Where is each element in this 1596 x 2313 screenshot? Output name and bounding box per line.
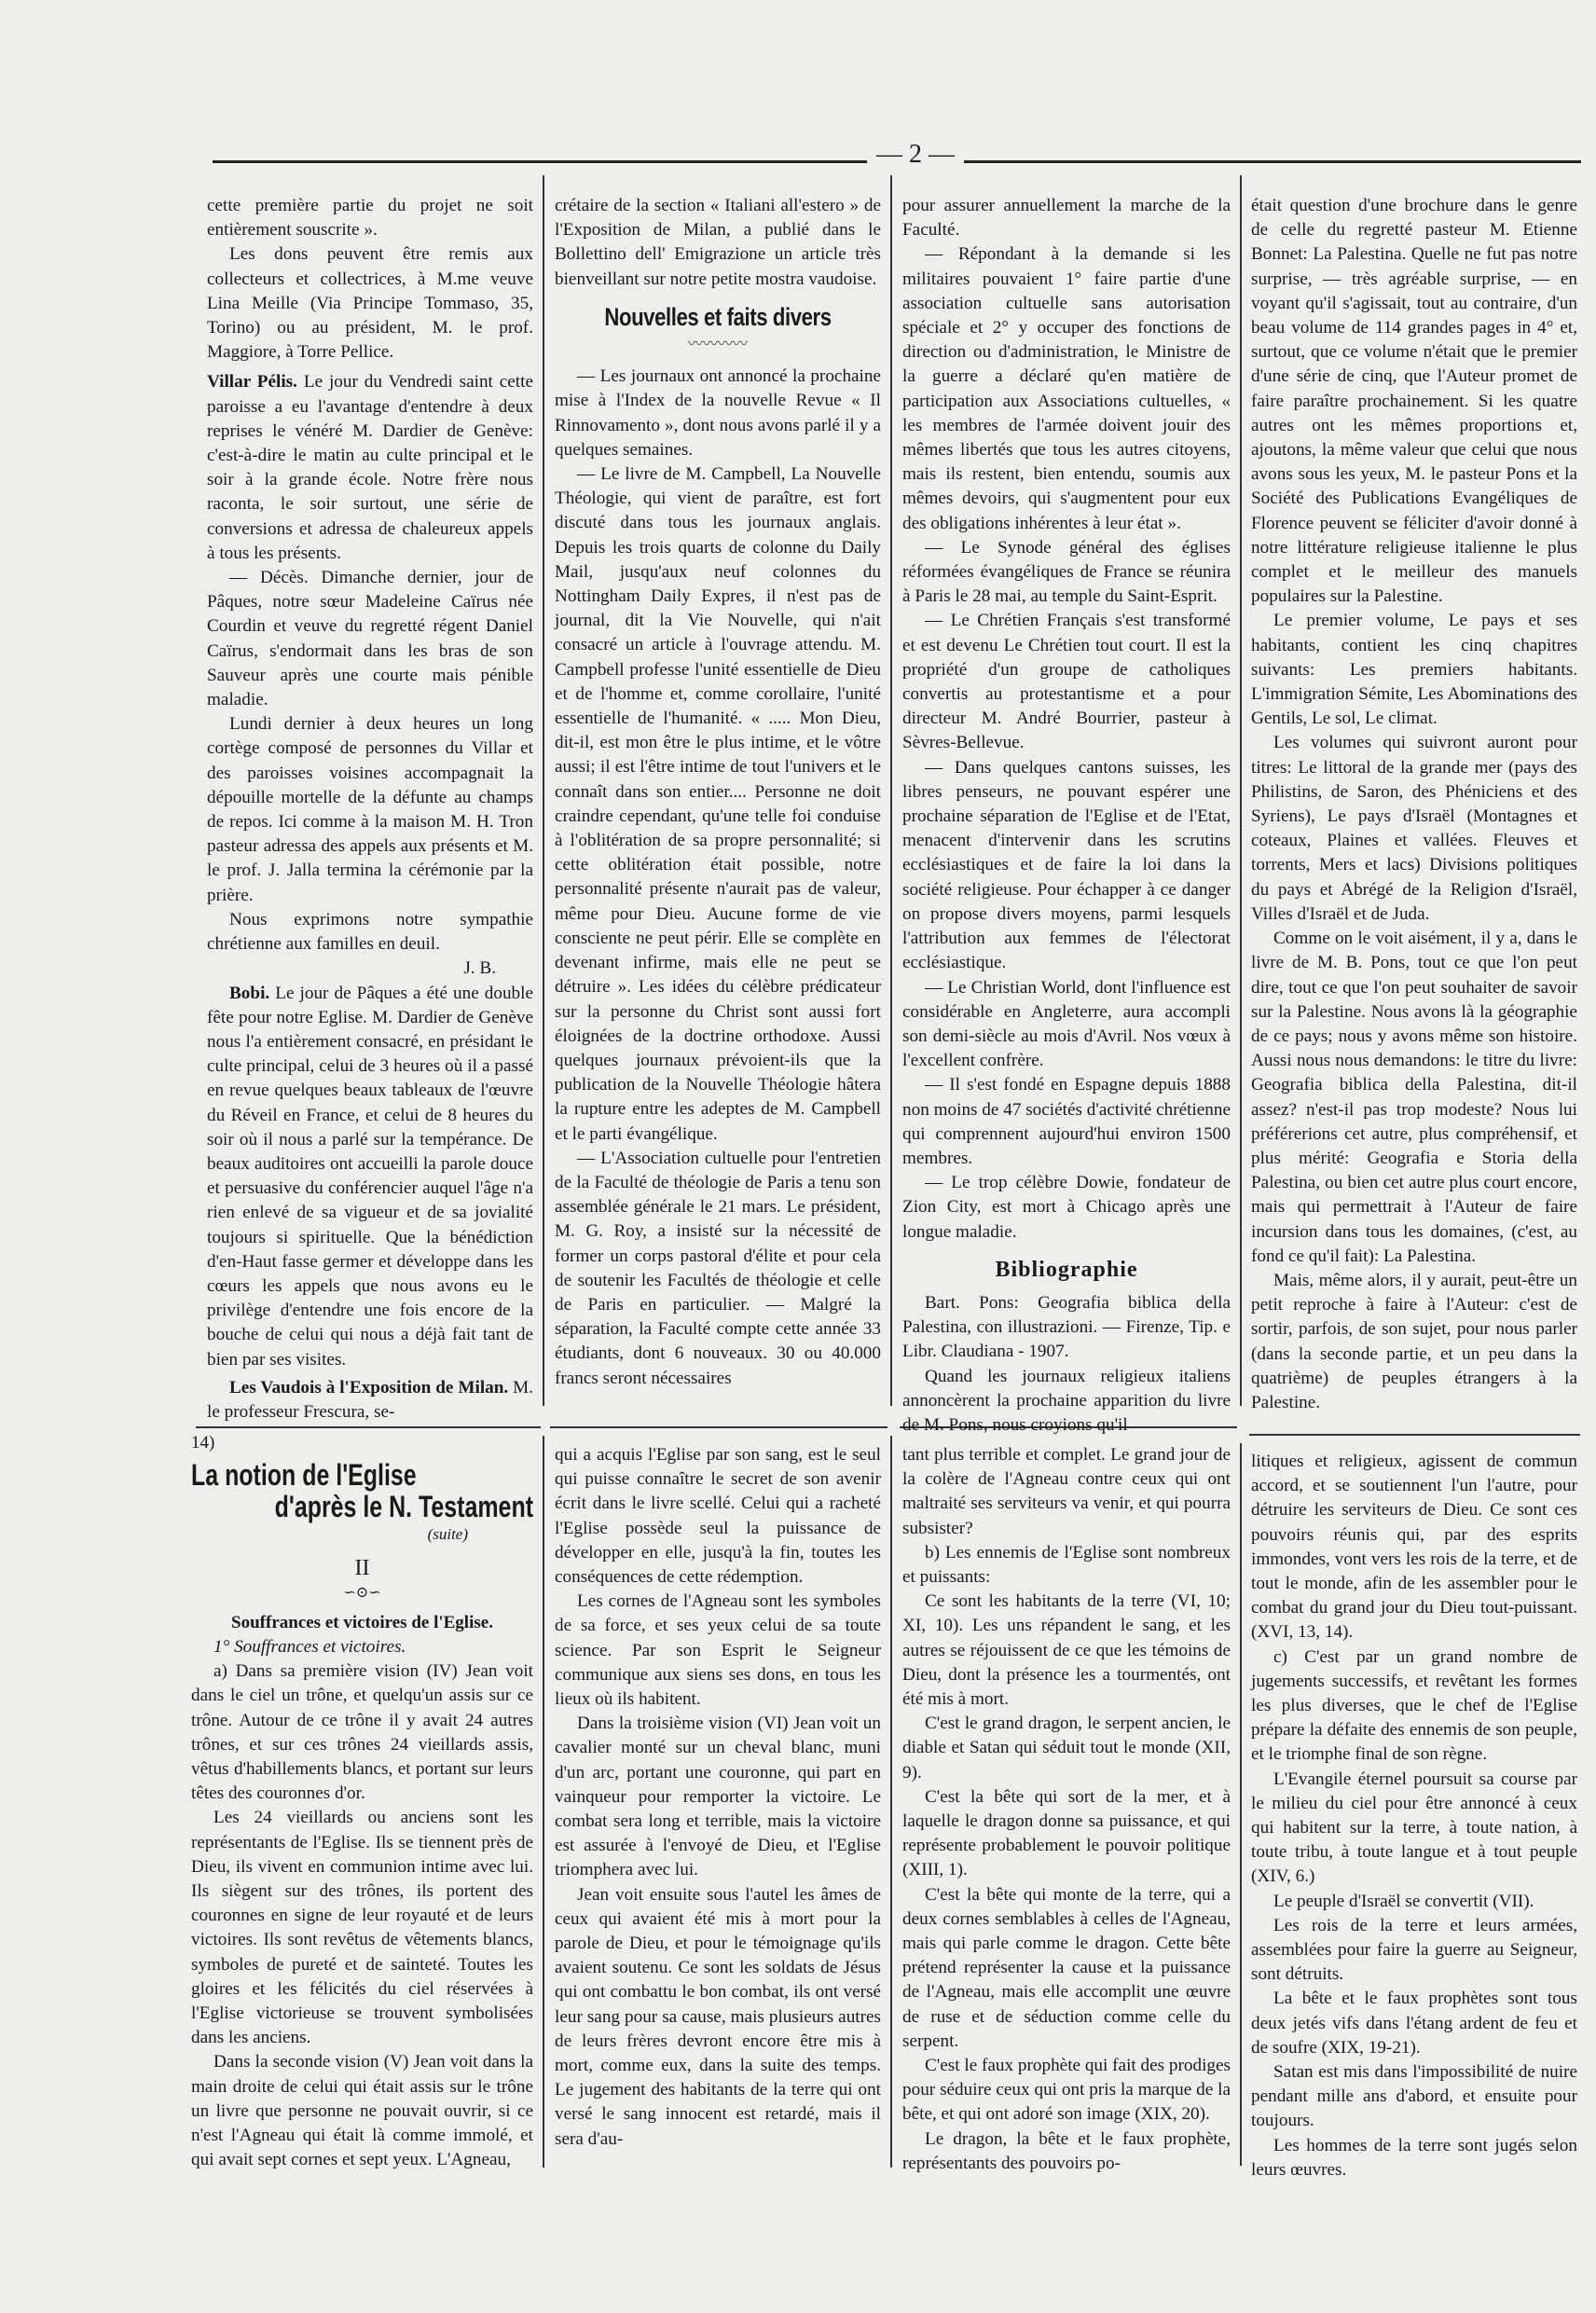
paragraph-text: Le jour du Vendredi saint cette paroisse a eu l'avantage d'entendre à deux reprises le vénéré M. Dardier de Genève: c'est-à-dire le matin au culte principal et le soir à la grande école. Notre frère nous raconta, le soir surtout, une série de conversions et adressa de chaleureux appels à tous les présents. — [207, 372, 533, 563]
article-number: 14) — [191, 1433, 215, 1453]
paragraph: Le dragon, la bête et le faux prophète, représentants des pouvoirs po- — [902, 2128, 1231, 2173]
paragraph: qui a acquis l'Eglise par son sang, est le seul qui puisse connaître le secret de son avenir écrit dans le livre scellé. Celui qui a racheté l'Eglise possède seul la puissance de développer en elle, jusqu'à la fin, toutes les conséquences de cette rédemption. — [555, 1445, 881, 1588]
section-heading: Nouvelles et faits divers — [604, 302, 832, 331]
news-item: — Le Christian World, dont l'influence est considérable en Angleterre, aura accompli son demi-siècle au mois d'Avril. Nos vœux à l'excellent confrère. — [902, 977, 1231, 1071]
paragraph: Les cornes de l'Agneau sont les symboles de sa force, et ses yeux celui de sa toute science. Par son Esprit le Seigneur communique aux siens ses dons, en tous les lieux où ils habitent. — [555, 1591, 881, 1710]
paragraph: cette première partie du projet ne soit entièrement souscrite ». — [207, 196, 533, 241]
paragraph-text: M. le professeur Frescura, se- — [207, 1377, 534, 1422]
news-item: — Il s'est fondé en Espagne depuis 1888 non moins de 47 sociétés d'activité chrétienne qui comprennent aujourd'hui environ 1500 membres. — [902, 1075, 1231, 1168]
news-item: — Le Synode général des églises réformées évangéliques de France se réunira à Paris le 28 mai, au temple du Saint-Esprit. — [902, 537, 1231, 607]
paragraph: Le peuple d'Israël se convertit (VII). — [1273, 1891, 1534, 1911]
section-heading: Bibliographie — [995, 1257, 1138, 1282]
paragraph: Jean voit ensuite sous l'autel les âmes de ceux qui avaient été mis à mort pour la parole de Dieu, et pour le témoignage qu'ils avaient soutenu. Ce sont les soldats de Jésus qui ont combattu le bon combat, ils ont versé leur sang pour sa cause, mais plusieurs autres de leurs frères devront encore être mis à mort, comme eux, dans la suite des temps. Le jugement des habitants de la terre qui ont versé le sang innocent est retardé, mais il sera d'au- — [555, 1884, 881, 2149]
paragraph: crétaire de la section « Italiani all'estero » de l'Exposition de Milan, a publié dans le Bollettino dell' Emigrazione un article très bienveillant sur notre petite mostra vaudoise. — [555, 196, 881, 289]
ornament: ∽⊙∽ — [343, 1584, 381, 1601]
paragraph — [207, 982, 533, 1372]
paragraph: pour assurer annuellement la marche de la Faculté. — [902, 196, 1231, 241]
section-title: Les Vaudois à l'Exposition de Milan. — [229, 1377, 509, 1397]
paragraph: Quand les journaux religieux italiens annoncèrent la prochaine apparition du livre de M. Pons, nous croyions qu'il — [902, 1366, 1231, 1435]
paragraph — [207, 1376, 533, 1425]
column-divider — [543, 175, 544, 1406]
paragraph: Dans la seconde vision (V) Jean voit dans la main droite de celui qui était assis sur le trône un livre que personne ne pouvait ouvrir, si ce n'est l'Agneau qui était là comme immolé, et qui avait sept cornes et sept yeux. L'Agneau, — [191, 2052, 533, 2170]
news-item: — L'Association cultuelle pour l'entretien de la Faculté de théologie de Paris a tenu son assemblée générale le 21 mars. Le président, M. G. Roy, a insisté sur la nécessité de former un corps pastoral d'élite et pour cela de soutenir les Facultés de théologie et celle de Paris en particulier. — Malgré la séparation, la Faculté compte cette année 33 étudiants, dont 6 nouveaux. 30 ou 40.000 francs seront nécessaires — [555, 1148, 881, 1388]
paragraph: C'est le faux prophète qui fait des prodiges pour séduire ceux qui ont pris la marque de la bête, et qui ont adoré son image (XIX, 20). — [902, 2056, 1231, 2125]
sub-heading: 1° Souffrances et victoires. — [213, 1637, 406, 1658]
notion-column-3 — [902, 1443, 1231, 2173]
news-item: — Le Chrétien Français s'est transformé et est devenu Le Chrétien tout court. Il est la propriété d'un groupe de catholiques convertis au protestantisme et a pour directeur M. André Bourrier, pasteur à Sèvres-Bellevue. — [902, 611, 1231, 753]
notion-column-1 — [191, 1431, 533, 2168]
paragraph: La bête et le faux prophètes sont tous deux jetés vifs dans l'étang ardent de feu et de soufre (XIX, 19-21). — [1251, 1989, 1577, 2058]
paragraph: c) C'est par un grand nombre de jugements successifs, et revêtant les formes les plus diverses, que le chef de l'Eglise prépare la défaite des ennemis de son peuple, et le triomphe final de son règne. — [1251, 1646, 1577, 1765]
paragraph: Les dons peuvent être remis aux collecteurs et collectrices, à M.me veuve Lina Meille (Via Principe Tommaso, 35, Torino) ou au président, M. le prof. Maggiore, à Torre Pellice. — [207, 244, 533, 363]
news-item: — Répondant à la demande si les militaires pouvaient 1° faire partie d'une association cultuelle sans autorisation spéciale et 2° y occuper des fonctions de direction ou d'administration, le Ministre de la guerre a déclaré qu'en matière de participation aux Associations cultuelles, « les membres de l'armée doivent jouir des mêmes libertés que tous les autres citoyens, mais ils restent, bien entendu, soumis aux mêmes devoirs, qui s'augmentent pour eux des obligations inhérentes à leur état ». — [902, 244, 1231, 533]
news-item: — Le trop célèbre Dowie, fondateur de Zion City, est mort à Chicago après une longue maladie. — [902, 1173, 1231, 1242]
section-divider — [196, 1426, 541, 1428]
paragraph: Nous exprimons notre sympathie chrétienne aux familles en deuil. — [207, 909, 533, 955]
notion-column-4 — [1251, 1450, 1577, 2180]
paragraph: Comme on le voit aisément, il y a, dans le livre de M. B. Pons, tout ce que l'on peut dire, tout ce que l'on peut souhaiter de savoir sur la Palestine. Nous avons là la géographie de ce pays; nous y avons même son histoire. Aussi nous nous demandons: le titre du livre: Geografia biblica della Palestina, dit-il assez? n'est-il pas trop modeste? Nous lui préférerions cet autre, plus compréhensif, et plus mérité: Geografia e Storia della Palestina, ou bien cet autre plus court encore, mais qui permettrait à l'Auteur de faire incursion dans tous les domaines, (c'est, au fond ce qu'il fait): La Palestina. — [1251, 929, 1577, 1266]
paragraph — [207, 370, 533, 566]
column-1 — [207, 194, 533, 1425]
paragraph: Les 24 vieillards ou anciens sont les représentants de l'Eglise. Ils se tiennent près de Dieu, ils vivent en communion intime avec lui. Ils siègent sur des trônes, ils portent des couronnes en signe de leur royauté et de leurs victoires. Ils sont revêtus de vêtements blancs, symboles de pureté et de sainteté. Toutes les gloires et les félicités du ciel réservées à l'Eglise victorieuse se trouvent symbolisées dans les anciens. — [191, 1808, 533, 2048]
chapter-heading: Souffrances et victoires de l'Eglise. — [231, 1612, 493, 1632]
column-divider — [890, 1436, 892, 2168]
paragraph: litiques et religieux, agissent de commun accord, et se soutiennent l'un l'autre, pour détruire les serviteurs de Dieu. Ce sont ces pouvoirs réunis qui, par des esprits immondes, vont vers les rois de la terre, et de tout le monde, afin de les assembler pour le combat du grand jour du Dieu tout-puissant. (XVI, 13, 14). — [1251, 1452, 1577, 1643]
paragraph: Lundi dernier à deux heures un long cortège composé de personnes du Villar et des paroisses voisines accompagnait la dépouille mortelle de la défunte au champs de repos. Ici comme à la maison M. H. Tron pasteur adressa des appels aux présents et M. le prof. J. Jalla termina la cérémonie par la prière. — [207, 714, 533, 905]
column-divider — [1240, 1443, 1242, 2166]
paragraph: Les rois de la terre et leurs armées, assemblées pour faire la guerre au Seigneur, sont détruits. — [1251, 1915, 1577, 1985]
notion-column-2 — [555, 1443, 881, 2170]
paragraph: C'est le grand dragon, le serpent ancien, le diable et Satan qui séduit tout le monde (XII, 9). — [902, 1714, 1231, 1783]
paragraph: a) Dans sa première vision (IV) Jean voit dans le ciel un trône, et quelqu'un assis sur ce trône. Autour de ce trône il y avait 24 autres trônes, et sur ces trônes 24 vieillards assis, vêtus d'habillements blancs, et portant sur leurs têtes des couronnes d'or. — [191, 1661, 533, 1804]
paragraph: était question d'une brochure dans le genre de celle du regretté pasteur M. Etienne Bonnet: La Palestina. Quelle ne fut pas notre surprise, — très agréable surprise, — en voyant qu'il s'agissait, tout au contraire, d'un beau volume de 114 grandes pages in 4° et, surtout, que ce volume n'était que le premier d'une série de cinq, que l'Auteur promet de faire paraître prochainement. Si les quatre autres ont les mêmes proportions et, ajoutons, la même valeur que celui que nous avons sous les yeux, M. le pasteur Pons et la Société des Publications Evangéliques de Florence peuvent se féliciter d'avoir donné à notre littérature religieuse italienne le plus complet et le meilleur des manuels populaires sur la Palestine. — [1251, 196, 1577, 607]
paragraph: Dans la troisième vision (VI) Jean voit un cavalier monté sur un cheval blanc, muni d'un arc, portant une couronne, qui part en vainqueur pour remporter la victoire. Le combat sera long et terrible, mais la victoire est assurée à l'envoyé de Dieu, et l'Eglise triomphera avec lui. — [555, 1714, 881, 1880]
ornament: 〰〰〰〰 — [687, 337, 748, 353]
paragraph: Les volumes qui suivront auront pour titres: Le littoral de la grande mer (pays des Philistins, de Saron, des Phéniciens et des Syriens), Le pays d'Israël (Montagnes et coteaux, Plaines et vallées. Fleuves et torrents, Mers et lacs) Divisions politiques du pays et Abrégé de la Religion d'Israël, Villes d'Israël et de Juda. — [1251, 733, 1577, 924]
paragraph: — Décès. Dimanche dernier, jour de Pâques, notre sœur Madeleine Caïrus née Courdin et veuve du regretté régent Daniel Caïrus, s'endormait dans les bras de son Sauveur après une courte mais pénible maladie. — [207, 568, 533, 710]
column-3 — [902, 194, 1231, 1435]
article-title-line-2: d'après le N. Testament — [274, 1490, 533, 1524]
article-title-line-1: La notion de l'Eglise — [191, 1458, 417, 1493]
news-item: — Les journaux ont annoncé la prochaine mise à l'Index de la nouvelle Revue « Il Rinnovamento », dont nous avons parlé il y a quelques semaines. — [555, 366, 881, 460]
column-divider — [890, 175, 892, 1406]
section-divider — [1249, 1434, 1580, 1436]
paragraph: Mais, même alors, il y aurait, peut-être un petit reproche à faire à l'Auteur: c'est de sortir, parfois, de son sujet, pour nous parler (dans la seconde partie, et un peu dans la quatrième) de peuples étrangers à la Palestine. — [1251, 1270, 1577, 1412]
book-reference: Bart. Pons: Geografia biblica della Palestina, con illustrazioni. — Firenze, Tip. e Libr. Claudiana - 1907. — [902, 1292, 1231, 1362]
news-item: — Dans quelques cantons suisses, les libres penseurs, ne pouvant espérer une prochaine séparation de l'Eglise et de l'Etat, menacent d'intervenir dans les scrutins ecclésiastiques et de faire la loi dans la société religieuse. Pour échapper à ce danger on propose divers moyens, parmi lesquels l'attribution aux femmes de l'électorat ecclésiastique. — [902, 757, 1231, 973]
paragraph: Satan est mis dans l'impossibilité de nuire pendant mille ans d'abord, et ensuite pour toujours. — [1251, 2062, 1577, 2131]
column-2 — [555, 194, 881, 1425]
column-4 — [1251, 194, 1577, 1434]
paragraph: b) Les ennemis de l'Eglise sont nombreux et puissants: — [902, 1542, 1231, 1588]
chapter-number: II — [354, 1556, 370, 1581]
section-title: Bobi. — [229, 983, 270, 1003]
page-number: — 2 — — [867, 140, 964, 170]
paragraph: Les hommes de la terre sont jugés selon leurs œuvres. — [1251, 2135, 1577, 2180]
signature: J. B. — [463, 958, 496, 979]
paragraph: L'Evangile éternel poursuit sa course par le milieu du ciel pour être annoncé à ceux qui habitent sur la terre, à toute nation, à toute tribu, à toute langue et à tout peuple (XIV, 6.) — [1251, 1769, 1577, 1887]
column-divider — [1240, 175, 1242, 1406]
paragraph: Ce sont les habitants de la terre (VI, 10; XI, 10). Les uns répandent le sang, et les autres se réjouissent de ce que les témoins de Dieu, dont la présence les a tourmentés, ont été mis à mort. — [902, 1591, 1231, 1710]
news-item: — Le livre de M. Campbell, La Nouvelle Théologie, qui vient de paraître, est fort discuté dans tous les journaux anglais. Depuis les trois quarts de colonne du Daily Mail, jusqu'aux neuf colonnes du Nottingham Daily Expres, il n'est pas de journal, dit la Vie Nouvelle, qui n'ait consacré un article à l'ouvrage attendu. M. Campbell professe l'unité essentielle de Dieu et de l'homme et, comme corollaire, l'unité essentielle de l'humanité. « ..... Mon Dieu, dit-il, est mon être le plus intime, et le vôtre aussi; il est l'être intime de tout l'univers et le connaît dans son entier.... Personne ne doit craindre cependant, qu'une telle foi conduise à l'oblitération de sa propre personnalité; si cette oblitération était possible, notre personnalité présente n'aurait pas de valeur, même pour Dieu. Aucune forme de vie consciente ne peut périr. Elle se complète en devenant infirme, mais elle ne peut se détruire ». Les idées du célèbre prédicateur sur la personne du Christ sont aussi fort éloignées de la doctrine orthodoxe. Aussi quelques journaux prévoient-ils que la publication de la Nouvelle Théologie hâtera la rupture entre les adeptes de M. Campbell et le parti évangélique. — [555, 464, 881, 1144]
section-title: Villar Pélis. — [207, 372, 297, 392]
paragraph-text: Le jour de Pâques a été une double fête pour notre Eglise. M. Dardier de Genève nous l'a entièrement consacré, en présidant le culte principal, celui de 3 heures où il a passé en revue quelques beaux tableaux de l'œuvre du Réveil en France, et celui de 8 heures du soir où il nous a parlé sur la tempérance. De beaux auditoires ont accueilli la parole douce et persuasive du conférencier auquel l'âge n'a rien enlevé de sa vigueur et de sa jovialité toujours si spirituelle. Que la bénédiction d'en-Haut fasse germer et développe dans les cœurs les appels que nous avons eu le privilège d'entendre une fois encore de la bouche de celui qui nous a déjà fait tant de bien par ses visites. — [207, 983, 533, 1370]
paragraph: C'est la bête qui sort de la mer, et à laquelle le dragon donne sa puissance, et qui représente probablement le pouvoir politique (XIII, 1). — [902, 1786, 1231, 1880]
column-divider — [543, 1436, 544, 2168]
section-divider — [550, 1426, 887, 1428]
article-continuation: (suite) — [427, 1525, 468, 1544]
paragraph: Le premier volume, Le pays et ses habitants, contient les cinq chapitres suivants: Les premiers habitants. L'immigration Sémite, Les Abominations des Gentils, Le sol, Le climat. — [1251, 611, 1577, 729]
paragraph: tant plus terrible et complet. Le grand jour de la colère de l'Agneau contre ceux qui ont maltraité ses serviteurs va venir, et qui pourra subsister? — [902, 1445, 1231, 1538]
paragraph: C'est la bête qui monte de la terre, qui a deux cornes semblables à celles de l'Agneau, mais qui parle comme le dragon. Cette bête prétend représenter la cause et la puissance de l'Agneau, mais elle accomplit une œuvre de ruse et de séduction comme celle du serpent. — [902, 1884, 1231, 2051]
